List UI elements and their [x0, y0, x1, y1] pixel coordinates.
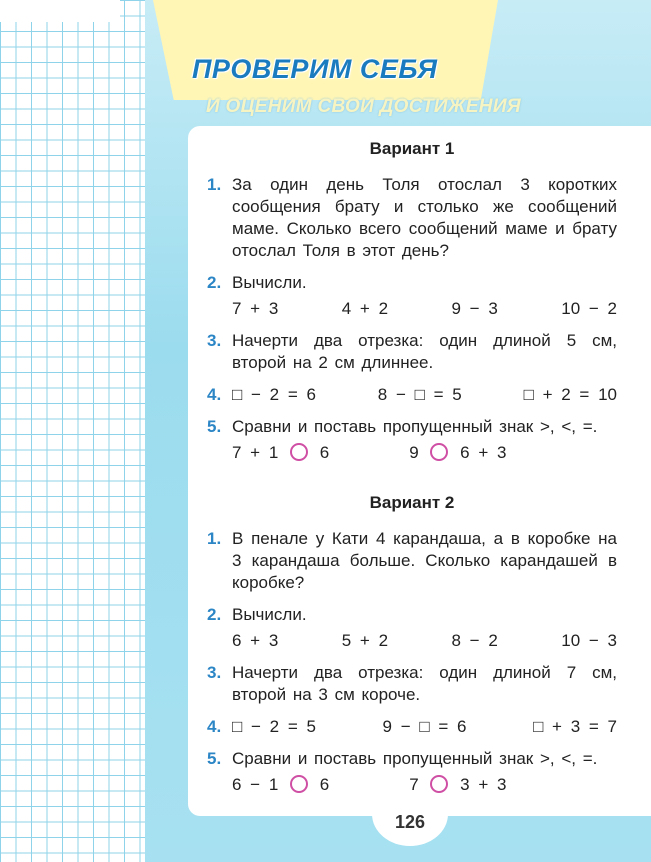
expression: □ + 3 = 7: [533, 717, 617, 736]
task-number: 3.: [207, 663, 222, 682]
comparison-right: 6 + 3: [460, 443, 507, 462]
expression-row: [232, 716, 617, 738]
expression: 10 − 3: [561, 631, 617, 650]
task-text: За один день Толя отослал 3 коротких сообщения брату и столько же сообщений маме. Сколько всего сообщений маме и брату отослал Толя в этот день?: [232, 175, 617, 260]
task-number: 4.: [207, 385, 222, 404]
task-number: 2.: [207, 605, 222, 624]
expression: 8 − □ = 5: [377, 385, 462, 404]
expression: 7 + 3: [232, 299, 279, 318]
expression-row: [232, 630, 617, 652]
expression: 6 + 3: [232, 631, 279, 650]
variant-2-title: Вариант 2: [369, 493, 455, 512]
task-text: В пенале у Кати 4 карандаша, а в коробке на 3 карандаша больше. Сколько карандашей в коробке?: [232, 529, 617, 592]
v2-task-3: [207, 662, 617, 706]
task-number: 2.: [207, 273, 222, 292]
expression: 10 − 2: [561, 299, 617, 318]
expression: 5 + 2: [341, 631, 389, 650]
task-number: 1.: [207, 529, 222, 548]
compare-row: [232, 442, 617, 464]
expression: 9 − □ = 6: [382, 717, 467, 736]
comparison: [232, 774, 329, 796]
variant-1-title: Вариант 1: [369, 139, 455, 158]
task-text: Вычисли.: [232, 605, 307, 624]
v2-task-1: [207, 528, 617, 594]
v1-task-3: [207, 330, 617, 374]
v2-task-5: [207, 748, 617, 796]
page-title: ПРОВЕРИМ СЕБЯ: [192, 54, 438, 84]
comparison-right: 6: [319, 775, 330, 794]
comparison-circle-icon: [430, 775, 448, 793]
compare-row: [232, 774, 617, 796]
expression: 9 − 3: [451, 299, 498, 318]
comparison-left: 7 + 1: [232, 443, 279, 462]
comparison-right: 3 + 3: [460, 775, 507, 794]
title-banner: [153, 0, 498, 100]
comparison-left: 6 − 1: [232, 775, 279, 794]
task-number: 1.: [207, 175, 222, 194]
task-number: 5.: [207, 749, 222, 768]
task-text: Начерти два отрезка: один длиной 7 см, второй на 3 см короче.: [232, 663, 617, 704]
v2-task-4: [207, 716, 617, 738]
comparison-left: 9: [409, 443, 419, 462]
comparison: [409, 774, 506, 796]
expression-row: [232, 298, 617, 320]
comparison-circle-icon: [290, 775, 308, 793]
expression-row: [232, 384, 617, 406]
expression: □ + 2 = 10: [523, 385, 617, 404]
expression: □ − 2 = 6: [232, 385, 316, 404]
v1-task-5: [207, 416, 617, 464]
comparison: [232, 442, 329, 464]
task-text: Начерти два отрезка: один длиной 5 см, второй на 2 см длиннее.: [232, 331, 617, 372]
comparison: [409, 442, 506, 464]
comparison-left: 7: [409, 775, 419, 794]
expression: 4 + 2: [341, 299, 389, 318]
grid-top-margin: [0, 0, 120, 22]
expression: 8 − 2: [451, 631, 498, 650]
task-text: Вычисли.: [232, 273, 307, 292]
task-number: 3.: [207, 331, 222, 350]
comparison-right: 6: [319, 443, 330, 462]
v1-task-2: [207, 272, 617, 320]
v1-task-4: [207, 384, 617, 406]
task-text: Сравни и поставь пропущенный знак >, <, =.: [232, 417, 598, 436]
task-number: 5.: [207, 417, 222, 436]
task-number: 4.: [207, 717, 222, 736]
expression: □ − 2 = 5: [232, 717, 316, 736]
page-subtitle: И ОЦЕНИМ СВОИ ДОСТИЖЕНИЯ: [206, 96, 521, 117]
comparison-circle-icon: [290, 443, 308, 461]
tasks-content: [207, 130, 617, 806]
comparison-circle-icon: [430, 443, 448, 461]
v1-task-1: [207, 174, 617, 262]
task-text: Сравни и поставь пропущенный знак >, <, =.: [232, 749, 598, 768]
v2-task-2: [207, 604, 617, 652]
page-number: 126: [394, 812, 426, 832]
